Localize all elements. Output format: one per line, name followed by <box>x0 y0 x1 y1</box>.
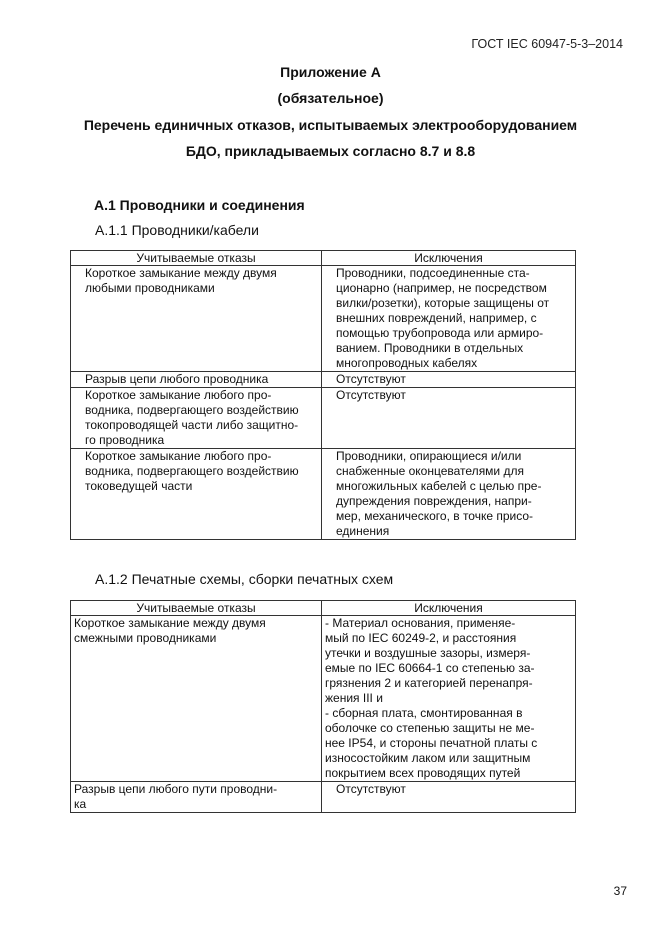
exception-text: Отсутствуют <box>336 388 406 402</box>
column-header-exceptions: Исключения <box>322 601 576 616</box>
appendix-heading-line1: Перечень единичных отказов, испытываемых электрооборудованием <box>83 117 578 133</box>
table-row <box>71 372 576 388</box>
table-row <box>71 449 576 540</box>
appendix-title: Приложение А <box>280 64 381 80</box>
column-header-exceptions: Исключения <box>322 251 576 266</box>
table-row <box>71 388 576 449</box>
exception-cell <box>322 449 576 540</box>
exception-cell <box>322 266 576 372</box>
exception-text: Отсутствуют <box>336 782 406 796</box>
fault-cell <box>71 372 322 388</box>
fault-text: Короткое замыкание любого про- водника, подвергающего воздействию токоведущей части <box>85 449 299 493</box>
table-header-row <box>71 601 576 616</box>
exception-text: - Материал основания, применяе- мый по IEC 60249-2, и расстояния утечки и воздушные зазоры, измеря- емые по IEC 60664-1 со степенью за- грязнения 2 и категорией перенапря- жения III и - сборная плата, смонтированная в оболочке со степенью защиты не ме- нее IP54, и стороны печатной платы с износостойким лаком или защитным покрытием всех проводящих путей <box>325 616 538 780</box>
table-row <box>71 782 576 813</box>
fault-cell <box>71 388 322 449</box>
section-heading: А.1 Проводники и соединения <box>94 197 305 213</box>
faults-table-conductors <box>70 250 576 540</box>
fault-cell <box>71 449 322 540</box>
appendix-status: (обязательное) <box>277 90 384 106</box>
appendix-heading-line2: БДО, прикладываемых согласно 8.7 и 8.8 <box>185 143 476 159</box>
fault-text: Короткое замыкание между двумя смежными проводниками <box>74 616 266 645</box>
subsection-heading-conductors: А.1.1 Проводники/кабели <box>95 222 259 238</box>
exception-text: Проводники, опирающиеся и/или снабженные оконцевателями для многожильных кабелей с целью пре- дупреждения повреждения, напри- мер, механического, в точке присо- единения <box>336 449 542 538</box>
exception-cell <box>322 372 576 388</box>
fault-cell <box>71 782 322 813</box>
faults-table-printed-circuits <box>70 600 576 813</box>
table-row <box>71 266 576 372</box>
exception-cell <box>322 782 576 813</box>
exception-text: Отсутствуют <box>336 372 406 386</box>
fault-text: Короткое замыкание любого про- водника, подвергающего воздействию токопроводящей части либо защитно- го проводника <box>85 388 299 447</box>
fault-text: Короткое замыкание между двумя любыми проводниками <box>85 266 277 295</box>
exception-cell <box>322 616 576 782</box>
column-header-faults: Учитываемые отказы <box>71 251 322 266</box>
fault-text: Разрыв цепи любого проводника <box>85 372 269 386</box>
table-row <box>71 616 576 782</box>
fault-cell <box>71 266 322 372</box>
column-header-faults: Учитываемые отказы <box>71 601 322 616</box>
exception-text: Проводники, подсоединенные ста- ционарно (например, не посредством вилки/розетки), которые защищены от внешних повреждений, например, с помощью трубопровода или армиро- ванием. Проводники в отдельных многопроводных кабелях <box>336 266 550 370</box>
page-number: 37 <box>613 884 627 898</box>
document-code: ГОСТ IEC 60947-5-3–2014 <box>471 37 623 51</box>
subsection-heading-printed-circuits: А.1.2 Печатные схемы, сборки печатных схем <box>95 571 394 587</box>
fault-cell <box>71 616 322 782</box>
fault-text: Разрыв цепи любого пути проводни- ка <box>74 782 278 811</box>
exception-cell <box>322 388 576 449</box>
table-header-row <box>71 251 576 266</box>
